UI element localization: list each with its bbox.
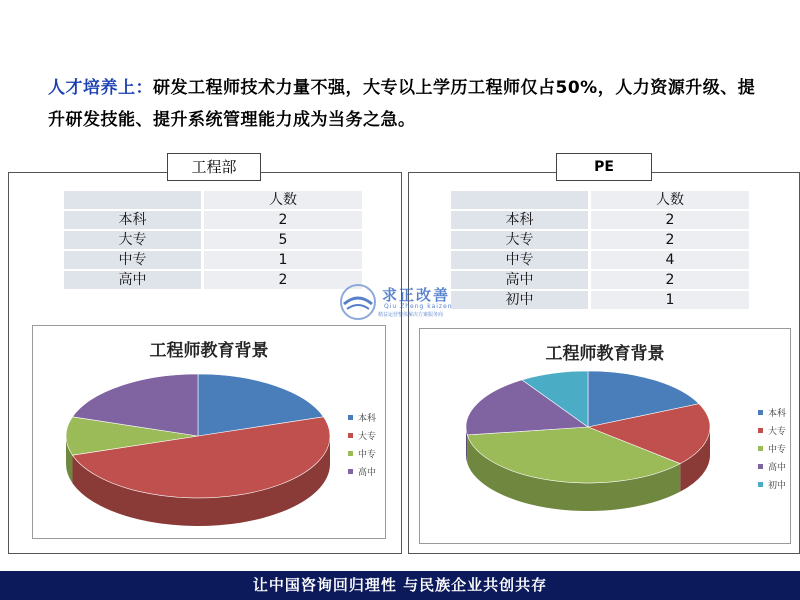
legend-label: 初中 (768, 480, 787, 491)
headcount: 5 (204, 231, 362, 249)
legend-swatch (758, 464, 763, 469)
education-level: 本科 (451, 211, 588, 229)
legend-label: 本科 (768, 408, 787, 419)
headcount: 1 (204, 251, 362, 269)
legend-item (348, 426, 376, 444)
legend-label: 大专 (768, 426, 787, 437)
chart-title: 工程师教育背景 (149, 341, 269, 361)
table-row (64, 251, 362, 269)
table-header-cell: 人数 (591, 191, 749, 209)
legend-label: 高中 (358, 467, 377, 478)
legend-swatch (348, 469, 353, 474)
table-header-row (451, 191, 749, 209)
education-level: 高中 (64, 271, 201, 289)
headline-highlight: 人才培养上： (48, 78, 153, 98)
table-row (64, 271, 362, 289)
table-row (451, 231, 749, 249)
legend-item (758, 403, 786, 421)
chart-engineering (32, 325, 386, 539)
legend-label: 中专 (358, 449, 377, 460)
chart-title: 工程师教育背景 (545, 344, 665, 364)
education-level: 大专 (451, 231, 588, 249)
legend-item (348, 444, 376, 462)
legend-item (758, 475, 786, 493)
table-header-cell (451, 191, 588, 209)
watermark-name: 求正改善 (382, 286, 451, 304)
chart-legend (758, 403, 786, 493)
headcount: 2 (591, 271, 749, 289)
legend-item (348, 462, 376, 480)
legend-swatch (758, 446, 763, 451)
education-level: 高中 (451, 271, 588, 289)
headcount: 2 (591, 211, 749, 229)
education-level: 本科 (64, 211, 201, 229)
headcount: 2 (204, 271, 362, 289)
legend-item (758, 457, 786, 475)
headcount: 1 (591, 291, 749, 309)
table-row (451, 271, 749, 289)
panel-tag-engineering: 工程部 (167, 153, 261, 181)
education-level: 初中 (451, 291, 588, 309)
table-row (64, 231, 362, 249)
pie-chart-svg (420, 329, 790, 543)
pe-panel (408, 172, 800, 554)
legend-item (348, 408, 376, 426)
legend-label: 中专 (768, 444, 787, 455)
education-level: 大专 (64, 231, 201, 249)
legend-item (758, 439, 786, 457)
pe-table (451, 189, 749, 311)
engineering-table (64, 189, 362, 291)
logo-emblem-icon (338, 282, 378, 322)
watermark-logo (338, 282, 468, 322)
table-row (451, 251, 749, 269)
table-row (451, 211, 749, 229)
engineering-panel (8, 172, 402, 554)
legend-swatch (348, 415, 353, 420)
chart-legend (348, 408, 376, 480)
headline (48, 72, 768, 136)
footer-slogan: 让中国咨询回归理性 与民族企业共创共存 (0, 571, 800, 600)
legend-swatch (348, 451, 353, 456)
watermark-tagline: 精益运营整体解决方案服务商 (378, 312, 444, 318)
watermark-pinyin: Qiu Zheng kaizen (384, 303, 453, 310)
legend-swatch (348, 433, 353, 438)
chart-pe (419, 328, 791, 544)
panel-tag-pe: PE (556, 153, 652, 181)
headcount: 2 (591, 231, 749, 249)
legend-label: 本科 (358, 413, 377, 424)
education-level: 中专 (64, 251, 201, 269)
table-row (451, 291, 749, 309)
headcount: 4 (591, 251, 749, 269)
legend-item (758, 421, 786, 439)
headline-text: 研发工程师技术力量不强，大专以上学历工程师仅占50%，人力资源升级、提升研发技能、提升系统管理能力成为当务之急。 (48, 78, 756, 130)
education-level: 中专 (451, 251, 588, 269)
legend-swatch (758, 410, 763, 415)
table-header-cell: 人数 (204, 191, 362, 209)
table-header-cell (64, 191, 201, 209)
legend-swatch (758, 428, 763, 433)
pie-chart-svg (33, 326, 385, 538)
table-header-row (64, 191, 362, 209)
headcount: 2 (204, 211, 362, 229)
legend-label: 大专 (358, 431, 377, 442)
table-row (64, 211, 362, 229)
legend-label: 高中 (768, 462, 787, 473)
legend-swatch (758, 482, 763, 487)
